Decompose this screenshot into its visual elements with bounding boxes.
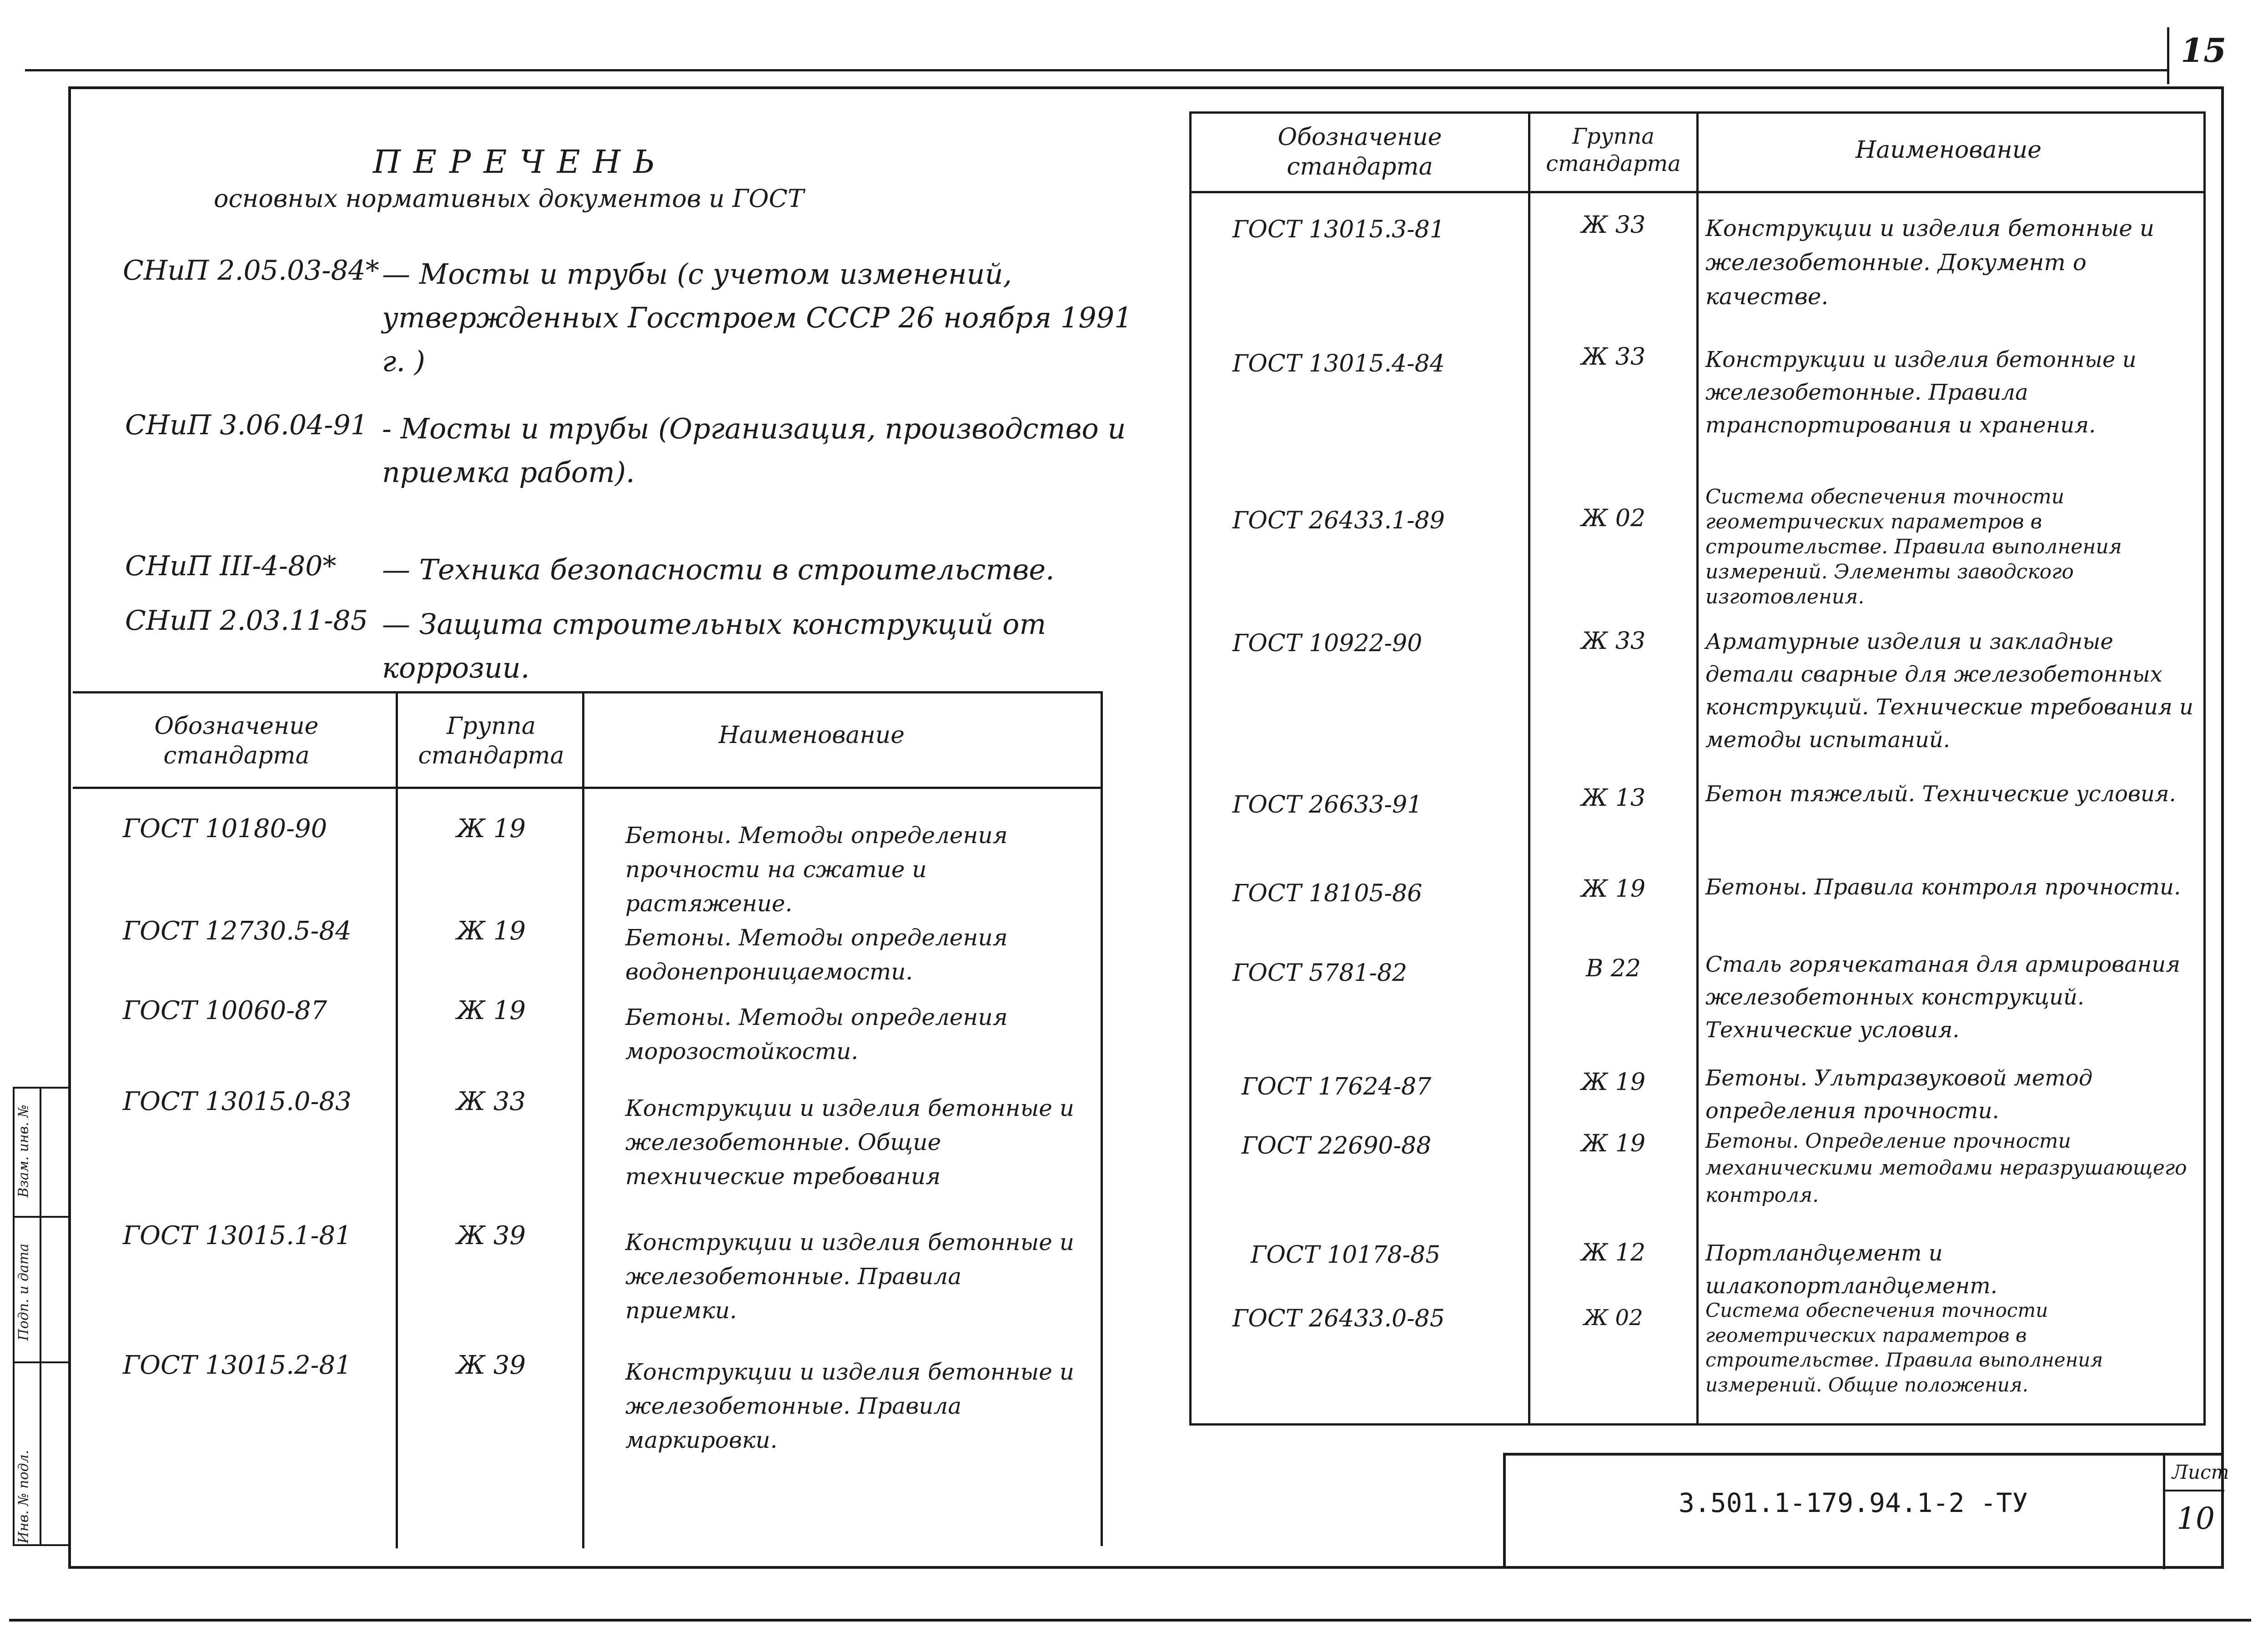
- left-row-4-code: ГОСТ 13015.0-83: [123, 1087, 352, 1116]
- left-row-2-name: Бетоны. Методы определения водонепроницаемости.: [625, 924, 1008, 985]
- left-row-6-name: Конструкции и изделия бетонные и железобетонные. Правила маркировки.: [625, 1359, 1074, 1453]
- right-table-col-divider-1: [1528, 114, 1530, 1423]
- right-row-2-name: Конструкции и изделия бетонные и железобетонные. Правила транспортирования и хранения.: [1705, 347, 2137, 438]
- right-row-10-code: ГОСТ 10178-85: [1251, 1241, 1441, 1269]
- left-row-2-group: Ж 19: [457, 916, 526, 946]
- left-row-1-name: Бетоны. Методы определения прочности на сжатие и растяжение.: [625, 822, 1008, 917]
- right-row-1-group: Ж 33: [1581, 211, 1646, 239]
- right-row-10-name: Портландцемент и шлакопортландцемент.: [1705, 1240, 1997, 1299]
- standard-code-4: СНиП 2.03.11-85: [125, 605, 368, 637]
- right-row-4-code: ГОСТ 10922-90: [1232, 630, 1423, 657]
- side-strip-row-2: [15, 1361, 68, 1363]
- standard-desc-3: — Техника безопасности в строительстве.: [382, 553, 1055, 586]
- right-row-6-name: Бетоны. Правила контроля прочности.: [1705, 874, 2181, 900]
- stamp-sheet-number: 10: [2177, 1501, 2215, 1536]
- right-row-9-name: Бетоны. Определение прочности механическими методами неразрушающего контроля.: [1705, 1130, 2187, 1207]
- left-row-1-code: ГОСТ 10180-90: [123, 814, 327, 844]
- stamp-sheet-divider-h: [2163, 1490, 2224, 1491]
- right-row-9-group: Ж 19: [1581, 1130, 1646, 1157]
- left-table-header-group: Группа стандарта: [418, 713, 564, 769]
- right-row-5-name: Бетон тяжелый. Технические условия.: [1705, 781, 2176, 807]
- standard-code-2: СНиП 3.06.04-91: [125, 409, 368, 441]
- left-row-6-group: Ж 39: [457, 1351, 526, 1380]
- page-number-box-left: [2167, 27, 2169, 84]
- side-strip-divider: [40, 1089, 41, 1544]
- left-row-6-code: ГОСТ 13015.2-81: [123, 1351, 352, 1380]
- left-row-3-code: ГОСТ 10060-87: [123, 996, 327, 1025]
- right-table: [1189, 111, 2206, 1426]
- page-title: ПЕРЕЧЕНЬ: [373, 143, 668, 181]
- left-row-3-group: Ж 19: [457, 996, 526, 1025]
- side-strip-label-3: Взам. инв. №: [15, 1105, 32, 1198]
- right-table-col-divider-2: [1696, 114, 1699, 1423]
- right-table-header-name: Наименование: [1856, 136, 2042, 164]
- left-table-header-code: Обозначение стандарта: [154, 713, 319, 769]
- right-row-4-name: Арматурные изделия и закладные детали сварные для железобетонных конструкций. Технические требования и методы испытаний.: [1705, 629, 2193, 753]
- right-row-10-group: Ж 12: [1581, 1239, 1646, 1266]
- right-row-6-code: ГОСТ 18105-86: [1232, 880, 1423, 907]
- right-row-8-name: Бетоны. Ультразвуковой метод определения прочности.: [1705, 1065, 2093, 1124]
- right-row-1-name: Конструкции и изделия бетонные и железобетонные. Документ о качестве.: [1705, 215, 2154, 310]
- left-table-col-divider-2: [582, 693, 584, 1548]
- left-table-col-divider-1: [396, 693, 398, 1548]
- left-row-4-name: Конструкции и изделия бетонные и железобетонные. Общие технические требования: [625, 1095, 1074, 1190]
- right-row-5-code: ГОСТ 26633-91: [1232, 791, 1423, 818]
- right-row-6-group: Ж 19: [1581, 875, 1646, 903]
- right-row-8-code: ГОСТ 17624-87: [1242, 1073, 1432, 1100]
- left-row-2-code: ГОСТ 12730.5-84: [123, 916, 352, 946]
- right-row-5-group: Ж 13: [1581, 784, 1646, 812]
- left-row-1-group: Ж 19: [457, 814, 526, 844]
- bottom-border-line: [9, 1619, 2251, 1622]
- page-number: 15: [2181, 31, 2227, 70]
- page-subtitle: основных нормативных документов и ГОСТ: [214, 184, 804, 213]
- right-row-1-code: ГОСТ 13015.3-81: [1232, 216, 1445, 243]
- side-strip-label-1: Инв. № подл.: [15, 1450, 32, 1544]
- right-row-11-group: Ж 02: [1584, 1305, 1643, 1331]
- right-row-7-group: В 22: [1586, 955, 1641, 982]
- right-row-7-name: Сталь горячекатаная для армирования железобетонных конструкций. Технические условия.: [1705, 952, 2180, 1043]
- stamp-sheet-divider-v: [2163, 1456, 2165, 1569]
- left-row-5-group: Ж 39: [457, 1221, 526, 1250]
- right-table-header-group: Группа стандарта: [1546, 124, 1681, 176]
- standard-code-1: СНиП 2.05.03-84*: [123, 255, 379, 286]
- right-row-8-group: Ж 19: [1581, 1069, 1646, 1096]
- standard-desc-1: — Мосты и трубы (с учетом изменений, утвержденных Госстроем СССР 26 ноября 1991 г. ): [382, 257, 1132, 378]
- right-row-4-group: Ж 33: [1581, 628, 1646, 655]
- left-row-5-name: Конструкции и изделия бетонные и железобетонные. Правила приемки.: [625, 1229, 1074, 1324]
- standard-desc-4: — Защита строительных конструкций от коррозии.: [382, 608, 1046, 685]
- right-row-11-code: ГОСТ 26433.0-85: [1232, 1305, 1445, 1332]
- right-row-2-code: ГОСТ 13015.4-84: [1232, 350, 1445, 377]
- side-strip: [13, 1087, 68, 1546]
- right-row-3-name: Система обеспечения точности геометрических параметров в строительстве. Правила выполнения измерений. Элементы заводского изготовления.: [1705, 485, 2122, 608]
- right-row-9-code: ГОСТ 22690-88: [1242, 1132, 1432, 1160]
- left-table-header-name: Наименование: [719, 722, 905, 749]
- standard-desc-2: - Мосты и трубы (Организация, производство и приемка работ).: [382, 412, 1126, 489]
- side-strip-label-2: Подп. и дата: [15, 1243, 32, 1341]
- right-row-3-group: Ж 02: [1581, 505, 1646, 532]
- right-row-11-name: Система обеспечения точности геометрических параметров в строительстве. Правила выполнения измерений. Общие положения.: [1705, 1299, 2103, 1396]
- side-strip-row-1: [15, 1216, 68, 1218]
- right-row-2-group: Ж 33: [1581, 343, 1646, 371]
- left-row-3-name: Бетоны. Методы определения морозостойкости.: [625, 1004, 1008, 1065]
- left-row-4-group: Ж 33: [457, 1087, 526, 1116]
- right-row-7-code: ГОСТ 5781-82: [1232, 959, 1408, 987]
- stamp-sheet-label: Лист: [2172, 1461, 2229, 1483]
- right-table-header-code: Обозначение стандарта: [1277, 124, 1442, 181]
- left-row-5-code: ГОСТ 13015.1-81: [123, 1221, 352, 1250]
- left-table-header-bottom: [73, 787, 1101, 789]
- right-row-3-code: ГОСТ 26433.1-89: [1232, 507, 1445, 534]
- top-border-line: [25, 69, 2167, 71]
- stamp-block: [1503, 1453, 2229, 1569]
- stamp-doc-code: 3.501.1-179.94.1-2 -ТУ: [1679, 1487, 2028, 1518]
- standard-code-3: СНиП III-4-80*: [125, 550, 337, 582]
- left-table: [73, 691, 1103, 1546]
